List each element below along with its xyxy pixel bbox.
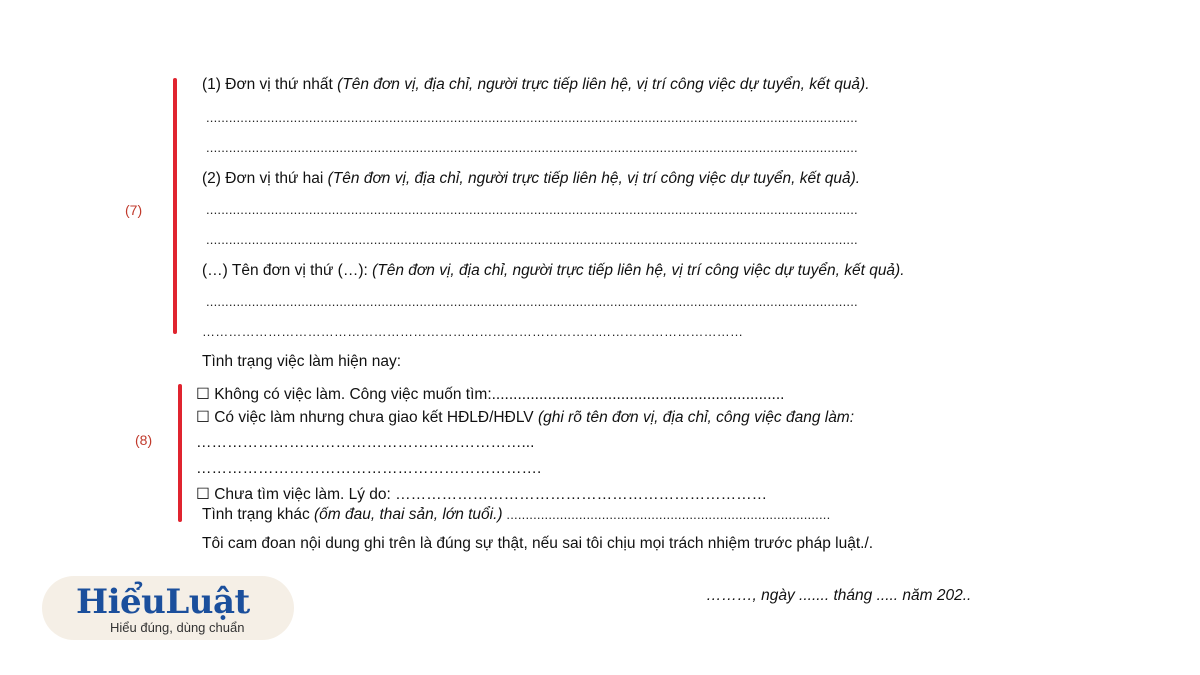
has-job-line-2: ………………………………………………………….	[196, 460, 542, 477]
other-status	[202, 506, 830, 524]
unitN-dots-2: ……………………………………………………………………………………………………………	[202, 324, 744, 339]
option-no-job-text: Không có việc làm. Công việc muốn tìm:....................................................................	[214, 386, 785, 403]
section7-marker-bar	[173, 78, 177, 334]
section8-marker-bar	[178, 384, 182, 522]
unit1-dots-1: ...........................................................................................................................................................................	[206, 110, 858, 125]
commitment-statement: Tôi cam đoan nội dung ghi trên là đúng sự thật, nếu sai tôi chịu mọi trách nhiệm trước pháp luật./.	[202, 535, 874, 552]
other-status-label: Tình trạng khác	[202, 506, 315, 523]
option-has-job-label: Có việc làm nhưng chưa giao kết HĐLĐ/HĐLV	[214, 409, 538, 426]
other-status-dots: .....................................................................................	[502, 507, 831, 522]
unit1-label: (1) Đơn vị thứ nhất	[202, 76, 338, 93]
unitN-hint: (Tên đơn vị, địa chỉ, người trực tiếp liên hệ, vị trí công việc dự tuyển, kết quả).	[372, 262, 905, 279]
unitN-dots-1: ...........................................................................................................................................................................	[206, 294, 858, 309]
section8-marker: (8)	[135, 432, 153, 448]
other-status-hint: (ốm đau, thai sản, lớn tuổi.)	[314, 506, 503, 523]
section7-marker: (7)	[125, 202, 143, 218]
option-not-seeking-text: Chưa tìm việc làm. Lý do: ………………………………………………………………	[214, 486, 768, 503]
option-has-job	[196, 408, 854, 427]
option-not-seeking	[196, 485, 767, 504]
unitN-label: (…) Tên đơn vị thứ (…):	[202, 262, 373, 279]
unit2-dots-1: ...........................................................................................................................................................................	[206, 202, 858, 217]
option-has-job-hint: (ghi rõ tên đơn vị, địa chỉ, công việc đang làm:	[537, 409, 855, 426]
unit1-line	[202, 76, 870, 94]
checkbox-not-seeking[interactable]: ☐	[196, 486, 210, 503]
unit1-hint: (Tên đơn vị, địa chỉ, người trực tiếp liên hệ, vị trí công việc dự tuyển, kết quả).	[337, 76, 870, 93]
unit2-hint: (Tên đơn vị, địa chỉ, người trực tiếp liên hệ, vị trí công việc dự tuyển, kết quả).	[327, 170, 861, 187]
logo-tagline: Hiểu đúng, dùng chuẩn	[110, 620, 245, 635]
unit2-line	[202, 170, 860, 188]
unitN-line	[202, 262, 905, 280]
checkbox-no-job[interactable]: ☐	[196, 386, 210, 403]
date-line: ………, ngày ....... tháng ..... năm 202..	[706, 587, 972, 604]
unit2-label: (2) Đơn vị thứ hai	[202, 170, 328, 187]
unit2-dots-2: ...........................................................................................................................................................................	[206, 232, 858, 247]
checkbox-has-job[interactable]: ☐	[196, 409, 210, 426]
status-heading: Tình trạng việc làm hiện nay:	[202, 353, 402, 370]
hieuluat-logo: HiểuLuật	[76, 582, 250, 622]
has-job-line-1: ………………………………………………………...	[196, 434, 535, 451]
unit1-dots-2: ...........................................................................................................................................................................	[206, 140, 858, 155]
option-no-job	[196, 385, 784, 404]
